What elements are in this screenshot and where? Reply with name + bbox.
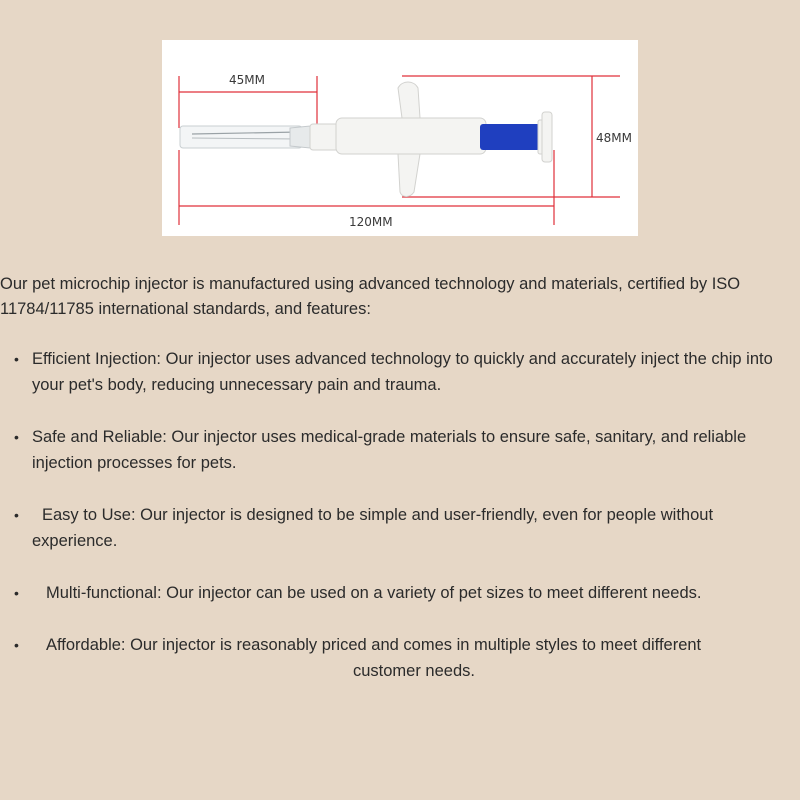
feature-list	[0, 346, 800, 710]
bullet-icon: •	[14, 429, 19, 445]
plunger	[480, 112, 552, 162]
feature-text-line1: Affordable: Our injector is reasonably priced and comes in multiple styles to meet different	[46, 636, 702, 654]
injector-drawing	[162, 40, 638, 236]
list-item	[0, 424, 800, 476]
list-item	[0, 502, 800, 554]
total-length-label: 120MM	[349, 215, 393, 229]
needle-cap	[180, 126, 310, 148]
syringe-body	[310, 82, 486, 197]
bullet-icon: •	[14, 637, 19, 653]
feature-text: Efficient Injection: Our injector uses advanced technology to quickly and accurately inject the chip into your pet's body, reducing unnecessary pain and trauma.	[32, 350, 773, 394]
bullet-icon: •	[14, 351, 19, 367]
height-label: 48MM	[596, 131, 632, 145]
feature-text: Safe and Reliable: Our injector uses medical-grade materials to ensure safe, sanitary, and reliable injection processes for pets.	[32, 428, 747, 472]
list-item	[0, 632, 800, 684]
feature-text-line2: customer needs.	[353, 662, 475, 680]
bullet-icon: •	[14, 507, 19, 523]
list-item	[0, 580, 800, 606]
intro-paragraph: Our pet microchip injector is manufactured using advanced technology and materials, certified by ISO 11784/11785 international standards, and features:	[0, 275, 741, 318]
list-item	[0, 346, 800, 398]
feature-text: Multi-functional: Our injector can be used on a variety of pet sizes to meet different needs.	[46, 584, 702, 602]
injector-diagram	[162, 40, 638, 236]
feature-text: Easy to Use: Our injector is designed to be simple and user-friendly, even for people without experience.	[32, 506, 714, 550]
needle-length-label: 45MM	[229, 73, 265, 87]
bullet-icon: •	[14, 585, 19, 601]
